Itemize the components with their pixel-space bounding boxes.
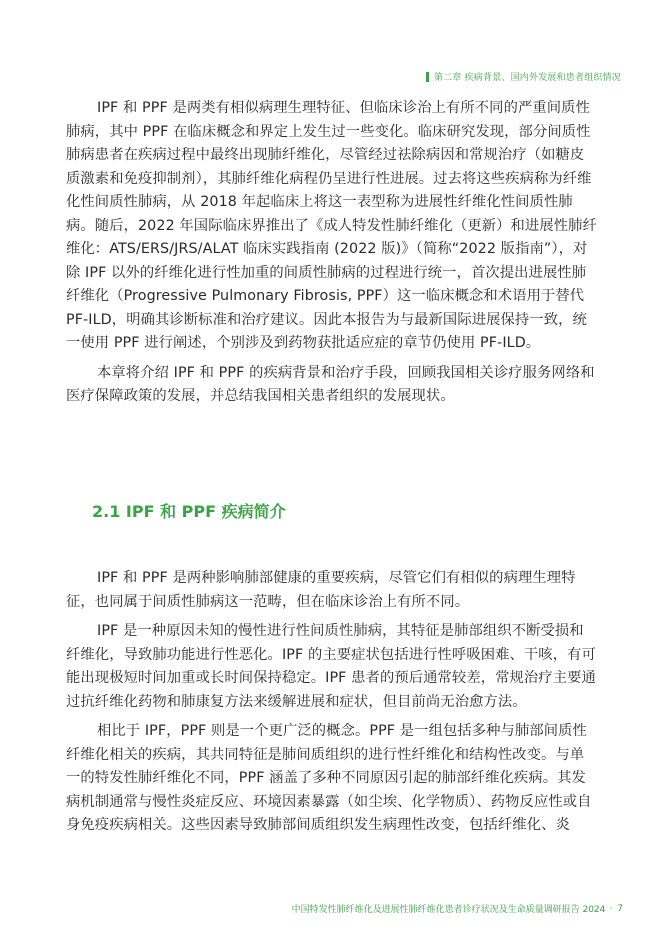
page-number: 7 <box>617 903 623 914</box>
report-title: 中国特发性肺纤维化及进展性肺纤维化患者诊疗状况及生命质量调研报告 2024 <box>291 905 606 915</box>
intro-section <box>66 97 598 409</box>
section-heading: 2.1 IPF 和 PPF 疾病简介 <box>92 502 286 521</box>
chapter-header <box>426 70 621 83</box>
intro-paragraph: IPF 和 PPF 是两类有相似病理生理特征、但临床诊治上有所不同的严重间质性肺病，其中 PPF 在临床概念和界定上发生过一些变化。临床研究发现，部分间质性肺病患者在疾病过程中最终出现肺纤维化，尽管经过祛除病因和常规治疗（如糖皮质激素和免疫抑制剂），其肺纤维化病程仍呈进行性进展。过去将这些疾病称为纤维化性间质性肺病，从 2018 年起临床上将这一表型称为进展性纤维化性间质性肺病。随后，2022 年国际临床界推出了《成人特发性肺纤维化（更新）和进展性肺纤维化：ATS/ERS/JRS/ALAT 临床实践指南 (2022 版)》（简称“2022 版指南”），对除 IPF 以外的纤维化进行性加重的间质性肺病的过程进行统一，首次提出进展性肺纤维化（Progressive Pulmonary Fibrosis, PPF）这一临床概念和术语用于替代 PF-ILD，明确其诊断标准和治疗建议。因此本报告为与最新国际进展保持一致，统一使用 PPF 进行阐述，个别涉及到药物获批适应症的章节仍使用 PF-ILD。 <box>66 100 597 351</box>
header-accent-bar <box>426 72 429 82</box>
chapter-title: 第二章 疾病背景、国内外发展和患者组织情况 <box>433 73 621 83</box>
body-paragraph: IPF 和 PPF 是两种影响肺部健康的重要疾病，尽管它们有相似的病理生理特征，也同属于间质性肺病这一范畴，但在临床诊治上有所不同。 <box>66 570 576 610</box>
body-paragraph: 相比于 IPF，PPF 则是一个更广泛的概念。PPF 是一组包括多种与肺部间质性纤维化相关的疾病，其共同特征是肺间质组织的进行性纤维化和结构性改变。与单一的特发性肺纤维化不同，PPF 涵盖了多种不同原因引起的肺部纤维化疾病。其发病机制通常与慢性炎症反应、环境因素暴露（如尘埃、化学物质）、药物反应性或自身免疫疾病相关。这些因素导致肺部间质组织发生病理性改变，包括纤维化、炎 <box>66 723 592 833</box>
body-paragraph: IPF 是一种原因未知的慢性进行性间质性肺病，其特征是肺部组织不断受损和纤维化，导致肺功能进行性恶化。IPF 的主要症状包括进行性呼吸困难、干咳，有可能出现极短时间加重或长时间保持稳定。IPF 患者的预后通常较差，常规治疗主要通过抗纤维化药物和肺康复方法来缓解进展和症状，但目前尚无治愈方法。 <box>66 623 596 710</box>
intro-paragraph: 本章将介绍 IPF 和 PPF 的疾病背景和治疗手段，回顾我国相关诊疗服务网络和医疗保障政策的发展，并总结我国相关患者组织的发展现状。 <box>66 364 595 404</box>
footer-separator: · <box>609 903 613 914</box>
section-body <box>66 567 598 838</box>
page-footer <box>292 902 623 915</box>
